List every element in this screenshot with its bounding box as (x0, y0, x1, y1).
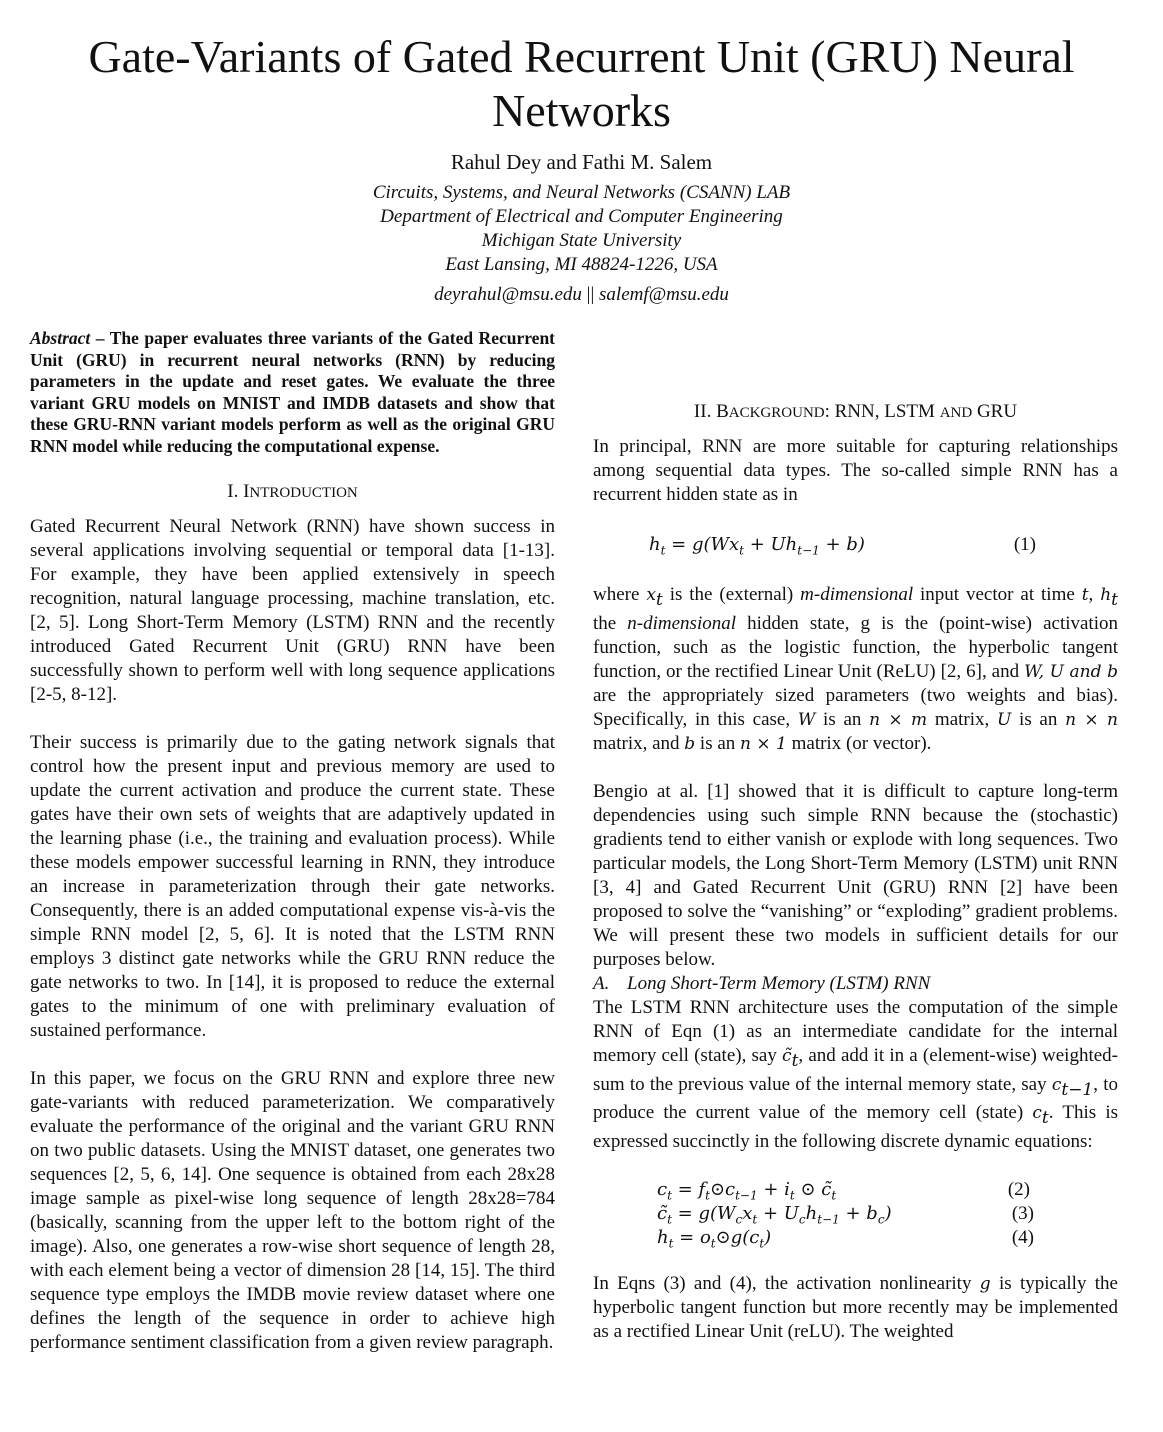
section-heading-background (593, 400, 1118, 425)
eq-subscript: t (1111, 589, 1119, 610)
author-line: Rahul Dey and Fathi M. Salem (450, 150, 713, 174)
abstract (30, 328, 555, 458)
eq-term: + U (757, 1203, 799, 1225)
text: In Eqns (3) and (4), the activation nonlinearity (593, 1273, 980, 1295)
text-italic: n-dimensional (627, 612, 737, 634)
math-b: b (684, 733, 696, 754)
equation-4-expression (657, 1226, 771, 1256)
text: are the appropriately sized parameters (two weights and bias). Specifically, in this case, (593, 684, 1118, 730)
math-c-prev: c (1051, 1074, 1062, 1095)
eq-subscript: t (789, 1188, 795, 1203)
eq-term: + i (757, 1179, 790, 1201)
eq-subscript: t−1 (817, 1212, 840, 1227)
eq-term: ⊙g(c (715, 1227, 760, 1249)
heading-gru: GRU (972, 401, 1018, 422)
eq-subscript: t (667, 1188, 672, 1203)
right-column (593, 328, 1118, 1344)
text: input vector at time (913, 584, 1082, 605)
affiliation-department: Department of Electrical and Computer Engineering (380, 206, 783, 227)
eq-subscript: t (668, 1236, 674, 1251)
eq-subscript: t−1 (797, 543, 820, 558)
eq-symbol: c (657, 1179, 668, 1201)
math-h: h (1100, 585, 1112, 605)
eq-symbol: h (649, 534, 661, 555)
background-paragraph-3: Bengio at al. [1] showed that it is difficult to capture long-term dependencies using such simple RNN because the (stochastic) gradients tend to either vanish or explode with long sequences. Two particular models, the Long Short-Term Memory (LSTM) unit RNN [3, 4] and Gated Recurrent Unit (GRU) RNN [2] have been proposed to solve the “vanishing” or “exploding” gradient problems. We will present these two models in sufficient details for our purposes below. (593, 780, 1118, 970)
eq-subscript: t (1041, 1108, 1049, 1129)
text: is an (695, 732, 741, 754)
text: hidden state, g is the (point-wise) activation function, such as the logistic function, the hyperbolic tangent function, or the rectified Linear Unit (ReLU) [2, 6], and (593, 612, 1118, 682)
eq-symbol: h (657, 1227, 669, 1249)
equation-2 (593, 1178, 1118, 1202)
lstm-paragraph-1 (593, 996, 1118, 1154)
subsection-number: A. (593, 972, 610, 994)
subsection-heading-lstm (593, 972, 1118, 996)
lstm-paragraph-2 (593, 1272, 1118, 1344)
paper-title: Gate-Variants of Gated Recurrent Unit (GRU) Neural Networks (88, 31, 1075, 136)
math-U: U (996, 709, 1012, 730)
heading-rest: ACKGROUND (728, 405, 825, 421)
equation-2-number: (2) (1007, 1179, 1030, 1201)
eq-term: ) (764, 1227, 772, 1249)
eq-subscript: t (667, 1212, 672, 1227)
background-paragraph-1: In principal, RNN are more suitable for capturing relationships among sequential data types. The so-called simple RNN has a recurrent hidden state as in (593, 436, 1118, 505)
equation-3 (593, 1202, 1118, 1226)
eq-term: h (805, 1203, 818, 1225)
text: where (593, 584, 647, 605)
math-params: W, U and b (1024, 661, 1118, 682)
eq-subscript: t (660, 543, 666, 558)
eq-term: + b (839, 1203, 878, 1225)
heading-rnn-lstm: : RNN, LSTM (824, 401, 940, 422)
affiliation-lab: Circuits, Systems, and Neural Networks (CSANN) LAB (372, 182, 791, 203)
email-salem: salemf@msu.edu (599, 284, 729, 305)
author-emails (0, 283, 1163, 307)
eq-subscript: c (798, 1212, 806, 1227)
math-g: g (979, 1274, 991, 1295)
math-c: c (1032, 1103, 1042, 1124)
text: the (593, 612, 628, 634)
text: , and add it in a (element-wise) weighted-sum to the previous value of the internal memory state, say (593, 1044, 1118, 1095)
eq-term: ⊙c (709, 1179, 736, 1201)
eq-subscript: t−1 (1061, 1079, 1094, 1100)
eq-term: x (742, 1203, 753, 1225)
eq-subscript: t (759, 1236, 765, 1251)
math-t: t (1081, 585, 1089, 605)
equation-3-number: (3) (1011, 1203, 1034, 1225)
eq-subscript: c (735, 1212, 743, 1227)
text-italic: m-dimensional (800, 584, 914, 605)
intro-paragraph-2: Their success is primarily due to the gating network signals that control how the present input and previous memory are used to update the current activation and produce the current state. These gates have their own sets of weights that are adaptively updated in the learning phase (i.e., the training and evaluation process). While these models empower successful learning in RNN, they introduce an increase in parameterization through their gate networks. Consequently, there is an added computational expense vis-à-vis the simple RNN model [2, 5, 6]. It is noted that the LSTM RNN employs 3 distinct gate networks while the GRU RNN reduce the gate networks to two. In [14], it is proposed to reduce the external gates to the minimum of one with preliminary evaluation of sustained performance. (30, 731, 555, 1041)
text: matrix, (927, 708, 997, 730)
eq-subscript: t (752, 1212, 758, 1227)
eq-subscript: t (831, 1188, 837, 1203)
email-separator: || (586, 284, 595, 305)
email-dey: deyrahul@msu.edu (434, 284, 582, 305)
abstract-dash: – (90, 328, 110, 348)
math-dim: n × m (869, 709, 928, 730)
section-heading-introduction (30, 480, 555, 505)
text: matrix (or vector). (786, 732, 932, 754)
text: is the (external) (662, 584, 801, 605)
affiliation (0, 181, 1163, 277)
affiliation-address: East Lansing, MI 48824-1226, USA (445, 254, 718, 275)
eq-term: + Uh (743, 534, 798, 555)
subsection-title: Long Short-Term Memory (LSTM) RNN (627, 972, 931, 994)
intro-paragraph-1: Gated Recurrent Neural Network (RNN) have shown success in several applications involving sequential or temporal data [1-13]. For example, they have been applied extensively in speech recognition, natural language processing, machine translation, etc. [2, 5]. Long Short-Term Memory (LSTM) RNN and the recently introduced Gated Recurrent Unit (GRU) RNN have been successfully shown to perform well with long sequence applications [2-5, 8-12]. (30, 515, 555, 705)
heading-initial: I (243, 480, 250, 502)
math-W: W (797, 709, 816, 730)
affiliation-university: Michigan State University (481, 230, 682, 251)
intro-paragraph-3: In this paper, we focus on the GRU RNN and explore three new gate-variants with reduced parameterization. We comparatively evaluate the performance of the original and the variant GRU RNN on two public datasets. Using the MNIST dataset, one generates two sequences [2, 5, 6, 14]. One sequence is obtained from each 28x28 image sample as pixel-wise long sequence of length 28x28=784 (basically, scanning from the upper left to the bottom right of the image). Also, one generates a row-wise short sequence of length 28, with each element being a vector of dimension 28 [14, 15]. The third sequence type employs the IMDB movie review dataset where one defines the length of the sequence in order to achieve high performance sentiment classification from a given review paragraph. (30, 1067, 555, 1353)
background-paragraph-2 (593, 583, 1118, 756)
text: . This is expressed succinctly in the following discrete dynamic equations: (593, 1102, 1119, 1153)
text: , to produce the current value of the memory cell (state) (593, 1073, 1119, 1124)
eq-term: ⊙ c̃ (794, 1179, 832, 1201)
eq-term: ) (884, 1203, 892, 1225)
equation-4 (593, 1226, 1118, 1250)
math-c-tilde: c̃ (782, 1045, 792, 1066)
text: The LSTM RNN architecture uses the computation of the simple RNN of Eqn (1) as an intermediate candidate for the internal memory cell (state), say (593, 996, 1118, 1066)
eq-subscript: t (705, 1188, 710, 1203)
section-number: I. (227, 480, 239, 502)
equation-1-number: (1) (1013, 534, 1036, 555)
eq-term: + b) (819, 534, 865, 555)
math-x: x (646, 585, 656, 605)
abstract-label: Abstract (30, 328, 91, 348)
equation-1 (593, 533, 1118, 557)
equation-4-number: (4) (1011, 1227, 1034, 1249)
heading-rest: NTRODUCTION (249, 484, 358, 501)
eq-subscript: t (739, 543, 744, 558)
eq-subscript: t (710, 1236, 716, 1251)
math-dim: n × n (1065, 709, 1118, 730)
abstract-text: The paper evaluates three variants of the Gated Recurrent Unit (GRU) in recurrent neural networks (RNN) by reducing parameters in the update and reset gates. We evaluate the three variant GRU models on MNIST and IMDB datasets and show that these GRU-RNN variant models perform as well as the original GRU RNN model while reducing the computational expense. (30, 328, 556, 456)
heading-initial: B (716, 401, 729, 422)
heading-and: AND (939, 405, 973, 421)
equations-2-4 (593, 1178, 1118, 1250)
eq-term: = g(Wx (665, 534, 740, 555)
math-dim: n × 1 (740, 733, 787, 754)
eq-subscript: t−1 (735, 1188, 758, 1203)
text: is an (815, 708, 870, 730)
eq-subscript: c (877, 1212, 885, 1227)
left-column (30, 328, 555, 1355)
eq-subscript: t (655, 589, 663, 610)
text: matrix, and (593, 732, 685, 754)
eq-term: = g(W (671, 1203, 736, 1225)
text: is an (1011, 708, 1066, 730)
text: , (1088, 584, 1101, 605)
section-number: II. (693, 401, 712, 422)
eq-term: = o (673, 1227, 711, 1249)
eq-term: = f (671, 1179, 706, 1201)
text: is typically the hyperbolic tangent function but more recently may be implemented as a rectified Linear Unit (reLU). The weighted (593, 1273, 1118, 1343)
equation-1-expression (649, 533, 865, 563)
eq-symbol: c̃ (657, 1203, 668, 1225)
eq-subscript: t (791, 1050, 799, 1071)
